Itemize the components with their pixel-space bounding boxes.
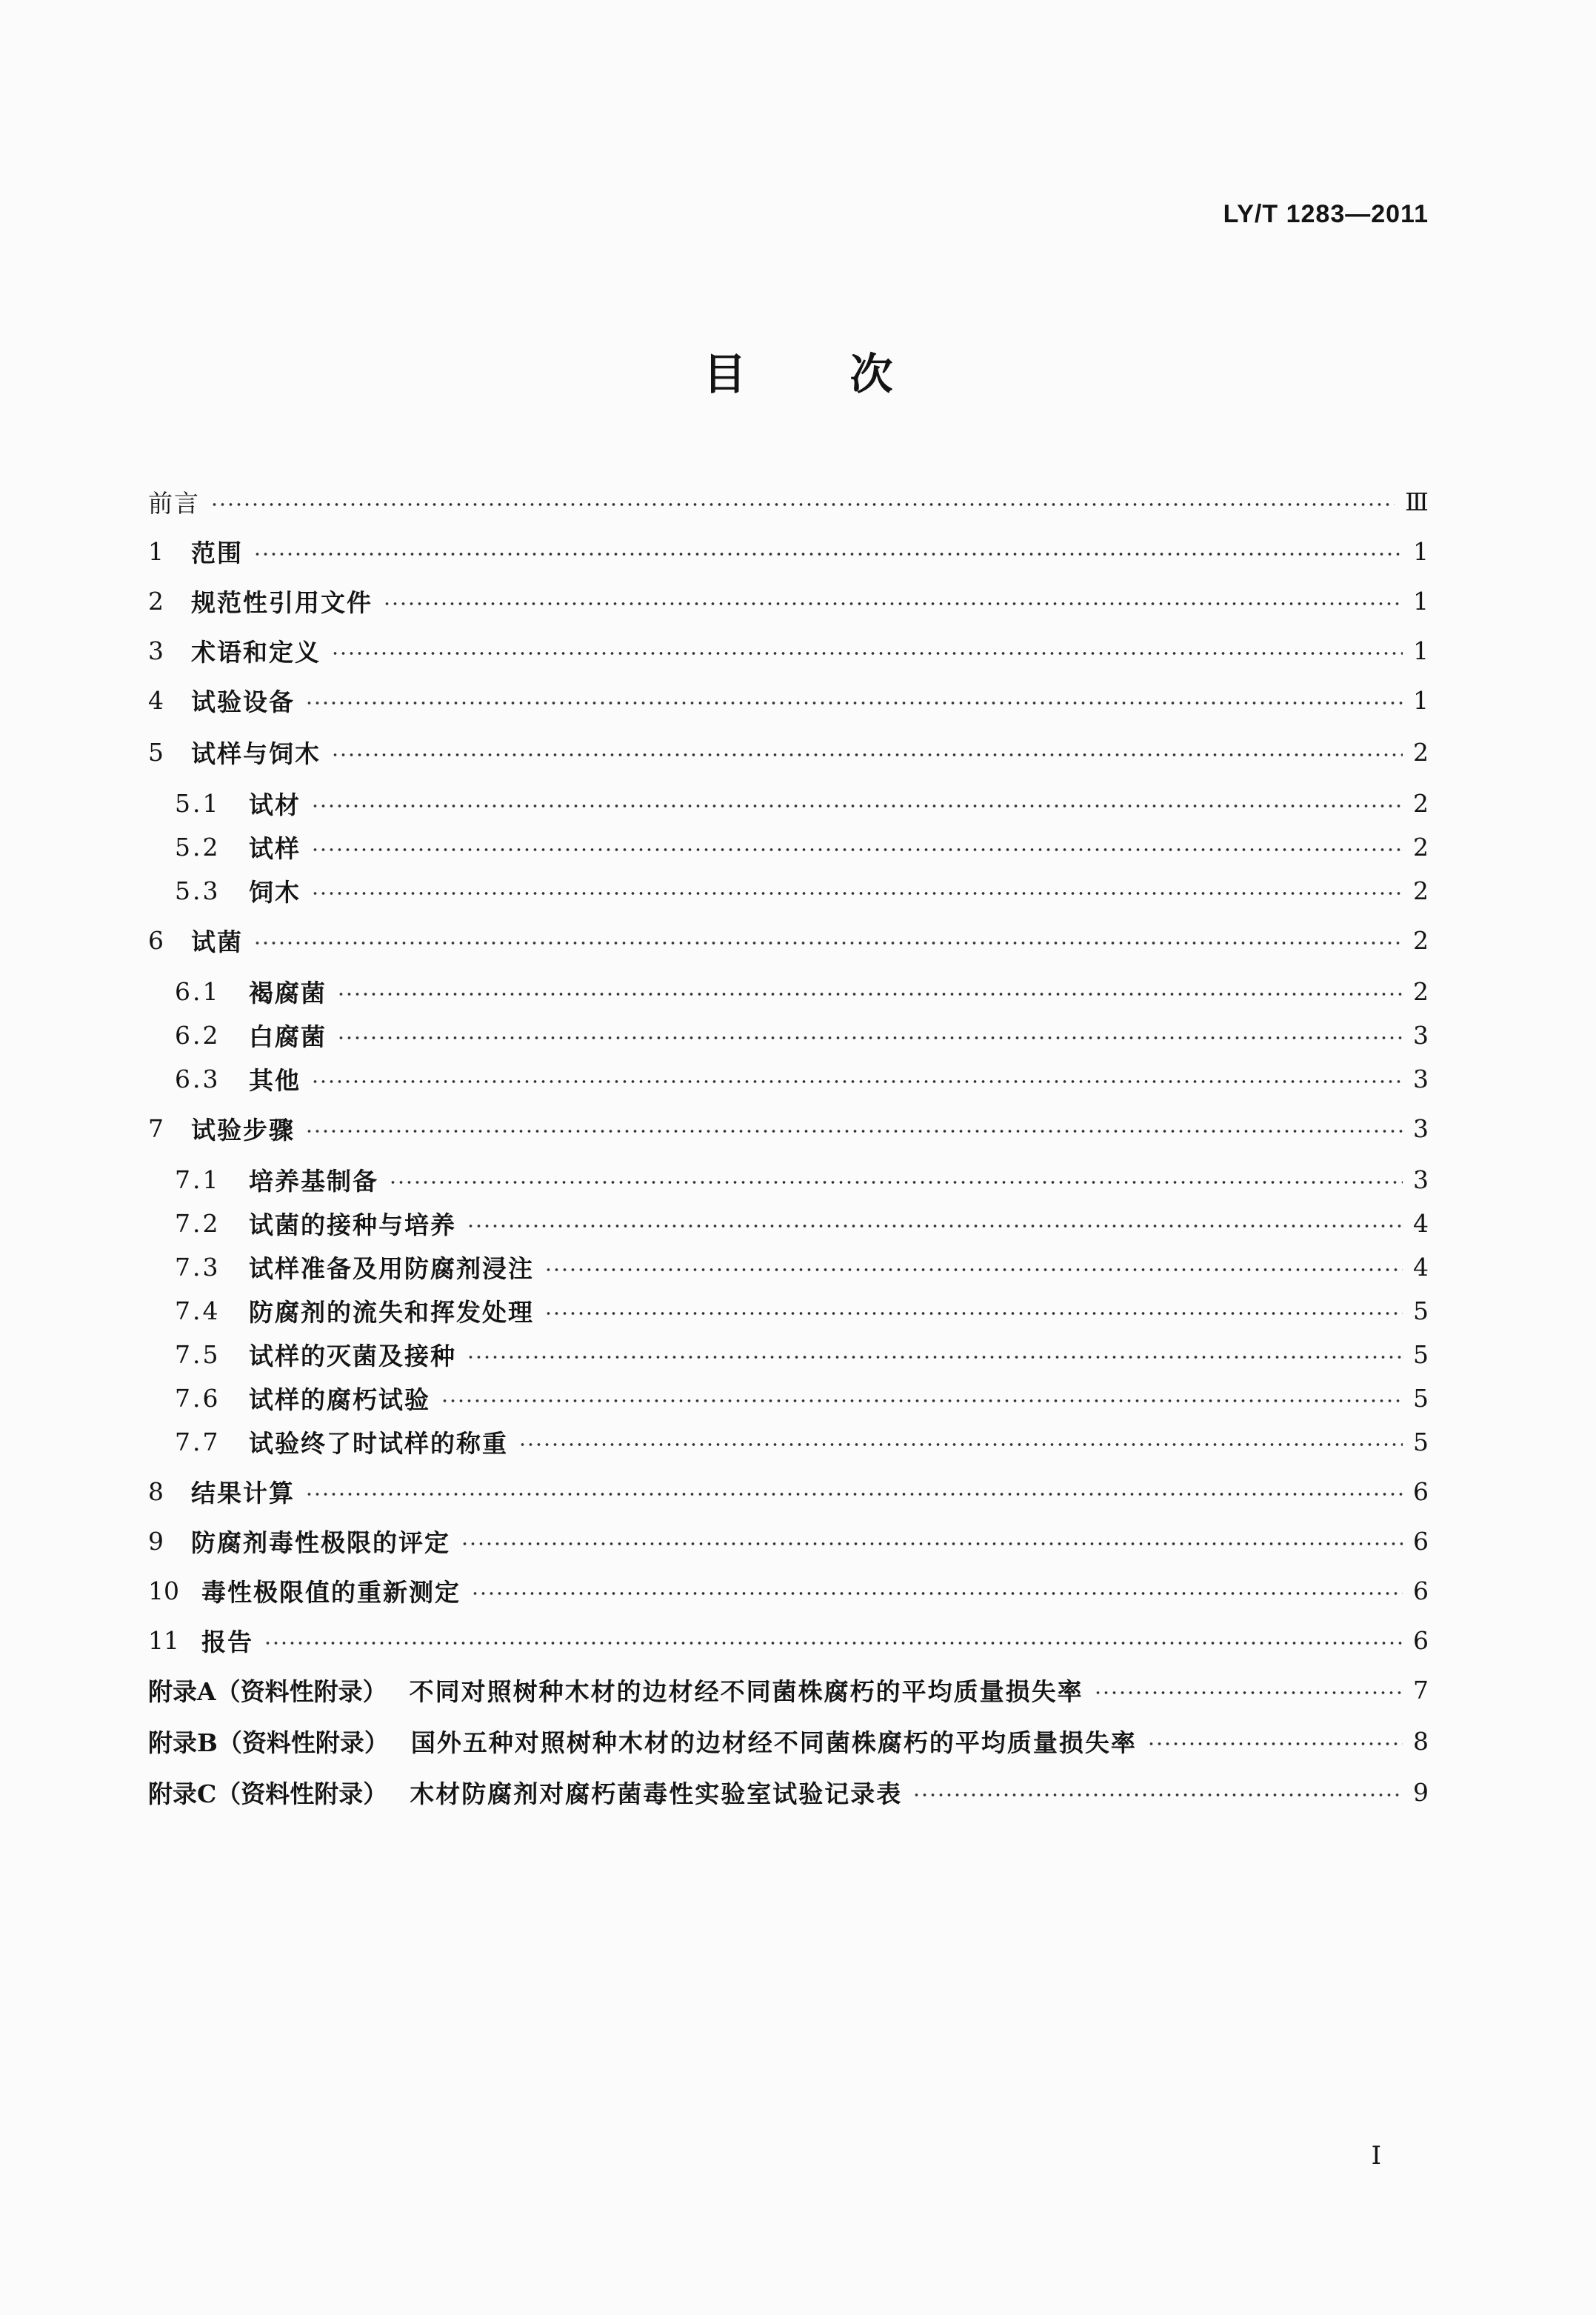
toc-entry-page: 5: [1413, 1383, 1429, 1413]
toc-entry-page: 2: [1413, 737, 1429, 767]
toc-entry-number: 7.4: [175, 1296, 221, 1325]
toc-entry-title: 试样: [249, 833, 301, 863]
toc-entry-page: 1: [1413, 536, 1429, 566]
toc-entry-title: 试样准备及用防腐剂浸注: [249, 1253, 534, 1283]
page-title: 目次: [703, 349, 997, 399]
toc-entry-title: 试菌: [191, 927, 243, 956]
toc-entry-number: 6.3: [175, 1064, 221, 1093]
toc-entry-title: 毒性极限值的重新测定: [201, 1577, 461, 1607]
dot-leader: [305, 701, 1403, 705]
toc-entry-title: 试验终了时试样的称重: [249, 1428, 508, 1458]
dot-leader: [467, 1355, 1403, 1359]
dot-leader: [305, 1492, 1403, 1496]
toc-entry[interactable]: [175, 1292, 1429, 1329]
toc-entry-page: 2: [1413, 976, 1429, 1006]
toc-entry-number: 5.1: [175, 788, 221, 818]
toc-entry-page: 3: [1413, 1113, 1429, 1143]
dot-leader: [467, 1224, 1403, 1228]
toc-entry[interactable]: [148, 483, 1429, 520]
toc-entry-page: 6: [1413, 1625, 1429, 1655]
toc-entry-title: 国外五种对照树种木材的边材经不同菌株腐朽的平均质量损失率: [410, 1728, 1137, 1757]
dot-leader: [331, 651, 1403, 656]
toc-entry-page: 6: [1413, 1476, 1429, 1506]
toc-entry[interactable]: [175, 872, 1429, 909]
toc-entry-number: 1: [148, 536, 164, 566]
dot-leader: [305, 1129, 1403, 1133]
toc-entry-title: 其他: [249, 1065, 301, 1095]
toc-entry-number: 6: [148, 925, 164, 955]
dot-leader: [210, 502, 1395, 507]
toc-entry-title: 白腐菌: [249, 1022, 327, 1051]
dot-leader: [253, 941, 1403, 945]
toc-entry-page: 3: [1413, 1064, 1429, 1093]
toc-entry[interactable]: [175, 1379, 1429, 1416]
toc-entry-page: 4: [1413, 1208, 1429, 1238]
toc-entry-number: 附录C（资料性附录）: [148, 1779, 388, 1808]
dot-leader: [441, 1399, 1403, 1403]
toc-entry[interactable]: [175, 785, 1429, 822]
toc-entry-title: 试菌的接种与培养: [249, 1210, 456, 1239]
toc-entry-page: 2: [1413, 788, 1429, 818]
toc-entry-title: 结果计算: [191, 1478, 295, 1508]
dot-leader: [544, 1268, 1403, 1272]
toc-entry-number: 2: [148, 586, 164, 616]
dot-leader: [1094, 1691, 1403, 1695]
toc-entry-page: 2: [1413, 925, 1429, 955]
toc-entry-number: 10: [148, 1576, 179, 1605]
toc-entry[interactable]: [148, 533, 1429, 570]
dot-leader: [264, 1641, 1403, 1645]
toc-entry-number: 7: [148, 1113, 164, 1143]
toc-entry[interactable]: [148, 682, 1429, 719]
toc-entry-title: 规范性引用文件: [191, 587, 373, 617]
dot-leader: [383, 602, 1403, 606]
toc-entry-title: 前言: [148, 488, 200, 518]
toc-entry-number: 7.6: [175, 1383, 221, 1413]
toc-entry[interactable]: [148, 1671, 1429, 1708]
toc-entry-page: 5: [1413, 1339, 1429, 1369]
dot-leader: [461, 1542, 1403, 1546]
toc-entry-title: 试材: [249, 790, 301, 819]
toc-entry-title: 试样的腐朽试验: [249, 1385, 430, 1414]
dot-leader: [311, 1079, 1403, 1084]
toc-entry-number: 3: [148, 636, 164, 665]
toc-entry-number: 8: [148, 1476, 164, 1506]
toc-entry-title: 试验设备: [191, 687, 295, 716]
toc-entry-title: 试样与饲木: [191, 739, 321, 768]
dot-leader: [471, 1591, 1403, 1596]
toc-entry-title: 试样的灭菌及接种: [249, 1341, 456, 1370]
toc-entry-page: 2: [1413, 876, 1429, 905]
toc-entry-page: 2: [1413, 832, 1429, 862]
dot-leader: [337, 1036, 1403, 1040]
toc-entry-number: 6.2: [175, 1020, 221, 1050]
toc-entry-page: 1: [1413, 586, 1429, 616]
toc-entry-page: 8: [1413, 1726, 1429, 1756]
toc-entry-number: 6.1: [175, 976, 221, 1006]
toc-entry-number: 4: [148, 685, 164, 715]
toc-entry-number: 7.2: [175, 1208, 221, 1238]
toc-entry[interactable]: [148, 733, 1429, 770]
toc-entry-number: 7.5: [175, 1339, 221, 1369]
dot-leader: [311, 891, 1403, 896]
toc-entry-page: 1: [1413, 636, 1429, 665]
toc-entry-title: 报告: [201, 1627, 253, 1656]
toc-entry-page: 7: [1413, 1675, 1429, 1705]
toc-entry-title: 防腐剂毒性极限的评定: [191, 1528, 450, 1557]
toc-entry[interactable]: [175, 1161, 1429, 1198]
toc-entry-page: 6: [1413, 1526, 1429, 1556]
toc-entry-page: 5: [1413, 1427, 1429, 1456]
dot-leader: [337, 992, 1403, 996]
dot-leader: [518, 1442, 1403, 1447]
toc-entry-page: 5: [1413, 1296, 1429, 1325]
toc-entry-title: 饲木: [249, 877, 301, 907]
toc-entry[interactable]: [148, 1722, 1429, 1759]
dot-leader: [1147, 1742, 1403, 1746]
toc-entry[interactable]: [175, 1016, 1429, 1053]
toc-entry-title: 褐腐菌: [249, 978, 327, 1007]
toc-entry-title: 培养基制备: [249, 1166, 378, 1196]
toc-entry[interactable]: [175, 1248, 1429, 1285]
toc-entry-number: 7.1: [175, 1165, 221, 1194]
toc-entry-number: 附录B（资料性附录）: [148, 1728, 389, 1757]
toc-entry-number: 9: [148, 1526, 164, 1556]
toc-entry-title: 木材防腐剂对腐朽菌毒性实验室试验记录表: [410, 1779, 903, 1808]
toc-entry-number: 5.2: [175, 832, 221, 862]
page-number: I: [1371, 2141, 1381, 2171]
toc-entry[interactable]: [148, 922, 1429, 959]
toc-entry[interactable]: [148, 582, 1429, 619]
toc-entry[interactable]: [175, 1336, 1429, 1373]
toc-entry-number: 5.3: [175, 876, 221, 905]
toc-entry[interactable]: [175, 1423, 1429, 1460]
toc-entry-page: 6: [1413, 1576, 1429, 1605]
toc-entry-number: 7.7: [175, 1427, 221, 1456]
toc-entry-page: 4: [1413, 1252, 1429, 1282]
toc-entry-page: 3: [1413, 1165, 1429, 1194]
dot-leader: [331, 753, 1403, 757]
toc-entry[interactable]: [148, 1110, 1429, 1147]
toc-entry-title: 不同对照树种木材的边材经不同菌株腐朽的平均质量损失率: [409, 1676, 1084, 1706]
toc-entry-number: 11: [148, 1625, 179, 1655]
toc-entry-number: 7.3: [175, 1252, 221, 1282]
toc-entry-number: 附录A（资料性附录）: [148, 1676, 387, 1706]
dot-leader: [311, 804, 1403, 808]
standard-code: LY/T 1283—2011: [1223, 200, 1429, 228]
toc-entry[interactable]: [175, 1060, 1429, 1097]
toc-entry[interactable]: [148, 1473, 1429, 1510]
dot-leader: [389, 1180, 1403, 1185]
toc-entry[interactable]: [148, 1622, 1429, 1659]
toc-entry-title: 范围: [191, 538, 243, 567]
toc-entry[interactable]: [148, 1522, 1429, 1559]
dot-leader: [311, 847, 1403, 852]
toc-entry-number: 5: [148, 737, 164, 767]
toc-entry[interactable]: [175, 828, 1429, 865]
toc-entry-page: 3: [1413, 1020, 1429, 1050]
toc-entry[interactable]: [175, 973, 1429, 1010]
toc-entry-page: Ⅲ: [1405, 487, 1429, 516]
toc-entry-page: 9: [1413, 1777, 1429, 1807]
toc-entry[interactable]: [148, 1773, 1429, 1811]
toc-entry-title: 防腐剂的流失和挥发处理: [249, 1297, 534, 1327]
toc-entry[interactable]: [148, 1572, 1429, 1609]
toc-entry[interactable]: [175, 1205, 1429, 1242]
dot-leader: [253, 552, 1403, 556]
toc-entry-page: 1: [1413, 685, 1429, 715]
toc-entry[interactable]: [148, 632, 1429, 669]
toc-entry-title: 术语和定义: [191, 637, 321, 667]
dot-leader: [544, 1311, 1403, 1316]
toc-entry-title: 试验步骤: [191, 1115, 295, 1145]
dot-leader: [912, 1793, 1403, 1797]
